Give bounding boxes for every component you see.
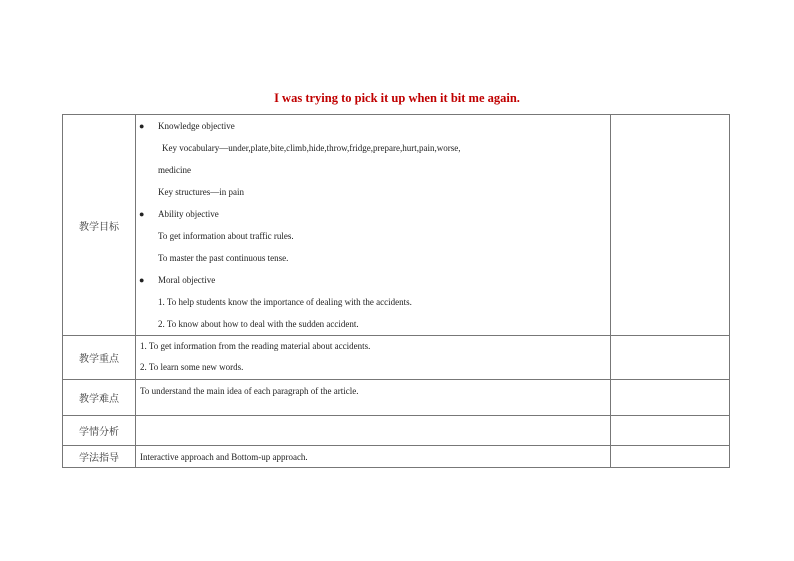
- difficulties-label: 教学难点: [63, 380, 136, 416]
- lesson-title: I was trying to pick it up when it bit me again.: [274, 91, 520, 105]
- difficulties-content: [136, 380, 611, 416]
- bullet-icon: ●: [139, 209, 145, 219]
- objectives-content: [136, 115, 611, 336]
- analysis-content: [136, 416, 611, 446]
- objectives-notes: [611, 115, 730, 336]
- ability-item-1: To get information about traffic rules.: [158, 231, 294, 241]
- bullet-icon: ●: [139, 275, 145, 285]
- key-point-2: 2. To learn some new words.: [140, 362, 244, 372]
- guidance-content: [136, 446, 611, 468]
- knowledge-objective: ● Knowledge objective: [136, 115, 610, 137]
- objectives-label: 教学目标: [63, 115, 136, 336]
- key-point-1: 1. To get information from the reading material about accidents.: [140, 341, 371, 351]
- key-points-label: 教学重点: [63, 336, 136, 380]
- difficulties-notes: [611, 380, 730, 416]
- lesson-plan-table: [62, 114, 730, 468]
- moral-item-2: 2. To know about how to deal with the sudden accident.: [158, 319, 359, 329]
- vocab-line-2: medicine: [158, 165, 191, 175]
- guidance-text: Interactive approach and Bottom-up approach.: [140, 451, 308, 462]
- key-points-content: [136, 336, 611, 380]
- bullet-icon: ●: [139, 121, 145, 131]
- moral-objective: ● Moral objective: [136, 269, 610, 291]
- ability-item-2: To master the past continuous tense.: [158, 253, 289, 263]
- table-row: [63, 336, 730, 380]
- table-row: [63, 416, 730, 446]
- difficulty-text: To understand the main idea of each paragraph of the article.: [140, 386, 359, 396]
- key-structures: Key structures—in pain: [158, 187, 244, 197]
- guidance-notes: [611, 446, 730, 468]
- ability-objective: ● Ability objective: [136, 203, 610, 225]
- moral-item-1: 1. To help students know the importance of dealing with the accidents.: [158, 297, 412, 307]
- analysis-label: 学情分析: [63, 416, 136, 446]
- vocab-line-1: Key vocabulary—under,plate,bite,climb,hide,throw,fridge,prepare,hurt,pain,worse,: [162, 143, 461, 153]
- analysis-notes: [611, 416, 730, 446]
- table-row: [63, 446, 730, 468]
- key-points-notes: [611, 336, 730, 380]
- table-row: [63, 380, 730, 416]
- guidance-label: 学法指导: [63, 446, 136, 468]
- table-row: [63, 115, 730, 336]
